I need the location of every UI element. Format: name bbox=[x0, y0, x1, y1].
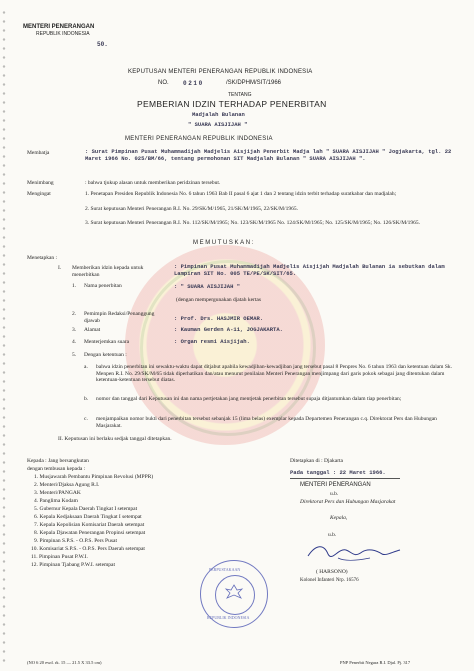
decree-subject: PEMBERIAN IDZIN TERHADAP PENERBITAN bbox=[137, 99, 327, 109]
kepala-label: Kepala, bbox=[330, 515, 348, 521]
page-number: 50. bbox=[97, 41, 108, 48]
decree-title: KEPUTUSAN MENTERI PENERANGAN REPUBLIK INDONESIA bbox=[128, 69, 313, 75]
item-5-number: 5. bbox=[72, 352, 77, 358]
signature-stroke-1 bbox=[308, 547, 400, 557]
cc-item-6: 6. Kepala Kedjaksaan Daerah Tingkat I setempat bbox=[34, 514, 142, 520]
pada-tanggal-line: Pada tanggal : 22 Maret 1966. bbox=[290, 469, 386, 476]
provision-b-letter: b. bbox=[84, 396, 89, 402]
cc-item-9: 9. Pimpinan S.P.S. - O.P.S. Pers Pusat bbox=[34, 538, 117, 544]
membatja-label: Membatja bbox=[27, 150, 50, 156]
decree-subject-line3: " SUARA AISJIJAH " bbox=[188, 121, 248, 128]
cc-item-7: 7. Kepala Kepolisian Komisariat Daerah setempat bbox=[34, 522, 145, 528]
kepada-line: Kepada : Jang bersangkutan bbox=[27, 458, 89, 464]
office-subtitle: REPUBLIK INDONESIA bbox=[36, 31, 90, 37]
provision-a-text: bahwa idzin penerbitan ini sewaktu-waktu dapat ditjabut apabila kewadjiban-kewadjiban jang tersebut pasal 8 Penpres No. 6 tahun 1963 dan ketentuan dalam Sk. Menpen R.I. No. 29/SK/M/65 tidak diperhatikan dan/atau menurut penilaian Menteri Penerangan menjimpang dari garis pokok sebagai jang ditentukan dalam ketentuan-ketentuan tersebut diatas. bbox=[96, 364, 453, 383]
ub-label: u.b. bbox=[330, 491, 339, 497]
ub2-label: u.b. bbox=[328, 532, 337, 538]
cc-item-3: 3. Menteri/PANGAK bbox=[34, 490, 81, 496]
item-5-label: Dengan ketentuan : bbox=[84, 352, 127, 358]
tentang-label: TENTANG bbox=[228, 92, 252, 98]
decree-number-label: NO. bbox=[158, 80, 169, 86]
decree-number: 0210 bbox=[183, 80, 204, 87]
footer-right: PNP Penerbit Negara R.I. Djal. Pj. 317 bbox=[340, 660, 411, 665]
stamp-text-bottom: REPUBLIK INDONESIA bbox=[207, 615, 250, 620]
item-3-label: Alamat bbox=[84, 327, 101, 333]
closing-clause: II. Keputusan ini berlaku sedjak tanggal ditetapkan. bbox=[58, 436, 172, 442]
stamp-text-top: PERPUSTAKAAN bbox=[209, 567, 241, 572]
decree-number-suffix: /SK/DPHM/SIT/1966 bbox=[226, 80, 282, 86]
provision-c-letter: c. bbox=[84, 416, 88, 422]
item-4-label: Menterjemkan suara bbox=[84, 339, 130, 345]
handwritten-signature bbox=[290, 538, 410, 566]
issuer-heading: MENTERI PENERANGAN REPUBLIK INDONESIA bbox=[125, 136, 273, 142]
binding-hole-dots bbox=[2, 8, 6, 668]
directorate-line: Direktorat Pers dan Hubungan Masjarakat bbox=[300, 499, 396, 505]
signature-stroke-2 bbox=[338, 558, 370, 560]
cc-item-2: 2. Menteri/Djaksa Agung R.I. bbox=[34, 482, 100, 488]
item-2-number: 2. bbox=[72, 311, 77, 317]
office-title: MENTERI PENERANGAN bbox=[23, 24, 95, 30]
provision-a-letter: a. bbox=[84, 364, 88, 370]
memutuskan-heading: MEMUTUSKAN: bbox=[193, 240, 255, 246]
menimbang-text: : bahwa tjukup alasan untuk memberikan peridzinan tersebut. bbox=[85, 180, 221, 186]
item-3-value: : Kauman Gerden A-11, JOGJAKARTA. bbox=[174, 326, 283, 333]
footer-left: (NO 6 20 ewd. rk. 15 — 21.5 X 33.5 cm) bbox=[27, 660, 102, 665]
item-3-number: 3. bbox=[72, 327, 77, 333]
ditetapkan-line: Ditetapkan di : Djakarta bbox=[290, 458, 343, 464]
mengingat-label: Mengingat bbox=[27, 191, 51, 197]
item-I-number: I. bbox=[58, 265, 62, 271]
cc-item-5: 5. Gubernur Kepala Daerah Tingkat I setempat bbox=[34, 506, 138, 512]
library-stamp bbox=[200, 560, 268, 628]
item-1-number: 1. bbox=[72, 283, 77, 289]
item-1-note: (dengan mempergunakan djatah kertas bbox=[176, 297, 261, 303]
provision-b-text: nomor dan tanggal dari Keputusan ini dan nama pertjetakan jang mentjetak penerbitan tersebut supaja ditjantumkan dalam tiap penerbitan; bbox=[96, 396, 402, 402]
provision-c-text: menjampaikan nomor bukti dari penerbitan tersebut sebanjak 15 (lima belas) exemplar kepada Departemen Penerangan c.q. Direktorat Pers dan Hubungan Masjarakat. bbox=[96, 416, 437, 429]
menetapkan-label: Menetapkan : bbox=[27, 255, 58, 261]
cc-item-4: 4. Panglima Kodam bbox=[34, 498, 78, 504]
mengingat-item-2: 2. Surat keputusan Menteri Penerangan R.I. No. 29/SK/M/1965, 21/SK/M/1965, 22/SK/M/1965. bbox=[85, 206, 298, 212]
cc-item-11: 11. Pimpinan Pusat P.W.I. bbox=[31, 554, 88, 560]
tembusan-line: dengan tembusan kepada : bbox=[27, 466, 86, 472]
menimbang-label: Menimbang bbox=[27, 180, 54, 186]
garuda-emblem-icon bbox=[224, 583, 244, 603]
mengingat-item-1: 1. Penetapan Presiden Republik Indonesia No. 6 tahun 1963 Bab II pasal 6 ajat 1 dan 2 tentang idzin terbit terhadap suratkabar dan madjalah; bbox=[85, 191, 397, 197]
membatja-text: : Surat Pimpinan Pusat Muhammadijah Madjelis Aisjijah Penerbit Madja lah " SUARA AISJIJAH " Jogjakarta, tgl. 22 Maret 1966 No. 025/BM/66, tentang permohonan SIT Madjalah Bulanan " SUARA AISJIJAH ". bbox=[85, 148, 452, 162]
item-I-label: Memberikan idzin kepada untuk menerbitkan bbox=[72, 265, 144, 278]
item-2-label: Pemimpin Redaksi/Penanggung djawab bbox=[84, 311, 155, 324]
signatory-title: MENTERI PENERANGAN bbox=[300, 482, 371, 488]
emblem-shape bbox=[226, 585, 242, 598]
cc-item-1: 1. Musjawarah Pembantu Pimpinan Revolusi (MPPR) bbox=[34, 474, 154, 480]
item-4-number: 4. bbox=[72, 339, 77, 345]
item-2-value: : Prof. Drs. HASJMIR OEMAR. bbox=[174, 315, 264, 322]
cc-item-12: 12. Pimpinan Tjabang P.W.I. setempat bbox=[31, 562, 116, 568]
cc-item-10: 10. Komisariat S.P.S. - O.P.S. Pers Daerah setempat bbox=[31, 546, 145, 552]
signatory-rank: Kolonel Infanteri Nrp. 16576 bbox=[300, 578, 359, 583]
item-1-label: Nama penerbitan bbox=[84, 283, 122, 289]
decree-subject-line2: Madjalah Bulanan bbox=[192, 111, 245, 118]
mengingat-item-3: 3. Surat keputusan Menteri Penerangan R.I. No. 112/SK/M/1965; No. 123/SK/M/1965 No. 124/SK/M/1965; No. 125/SK/M/1965; No. 126/SK/M/1965. bbox=[85, 220, 420, 226]
signatory-name: ( HARSONO) bbox=[316, 569, 348, 575]
item-1-value: : " SUARA AISJIJAH " bbox=[174, 283, 241, 290]
item-I-value: : Pimpinan Pusat Muhammadijah Madjelis Aisjijah Madjalah Bulanan ia sebutkan dalam Lampiran SIT No. 005 TE/PE/SK/SIT/65. bbox=[174, 263, 445, 277]
signature-divider bbox=[290, 478, 400, 479]
item-4-value: : Organ resmi Aisjijah. bbox=[174, 338, 250, 345]
cc-item-8: 8. Kepala Djawatan Penerangan Propinsi setempat bbox=[34, 530, 146, 536]
